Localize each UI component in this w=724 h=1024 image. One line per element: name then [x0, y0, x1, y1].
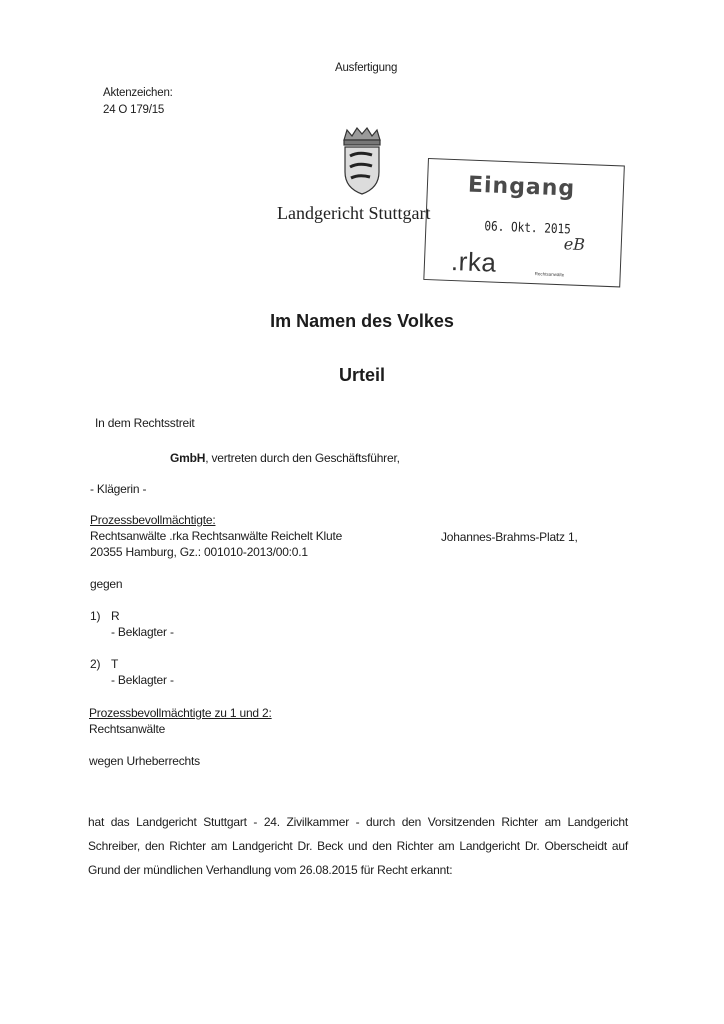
plaintiff-line — [170, 451, 400, 465]
file-reference-label: Aktenzeichen: — [103, 87, 173, 99]
plaintiff-counsel-address: Johannes-Brahms-Platz 1, — [441, 530, 578, 544]
coat-of-arms-icon — [339, 126, 385, 196]
defendant-1-number: 1) — [90, 609, 101, 623]
plaintiff-name: GmbH — [170, 451, 206, 465]
versus-label: gegen — [90, 577, 123, 591]
plaintiff-counsel-label: Prozessbevollmächtigte: — [90, 513, 216, 527]
plaintiff-counsel-line2: 20355 Hamburg, Gz.: 001010-2013/00:0.1 — [90, 545, 308, 559]
stamp-initials: eB — [563, 234, 586, 255]
intro-text: In dem Rechtsstreit — [95, 416, 195, 430]
defendant-2-name: T — [111, 657, 119, 671]
defendant-counsel-label: Prozessbevollmächtigte zu 1 und 2: — [89, 706, 272, 720]
plaintiff-role: - Klägerin - — [90, 482, 147, 496]
stamp-brand-subtitle: Rechtsanwälte — [534, 271, 565, 278]
subject-line: wegen Urheberrechts — [89, 754, 200, 768]
copy-type-label: Ausfertigung — [335, 62, 398, 74]
stamp-date: 06. Okt. 2015 — [484, 219, 572, 238]
stamp-brand: .rka — [450, 245, 497, 278]
plaintiff-counsel-line1: Rechtsanwälte .rka Rechtsanwälte Reichelt Klute — [90, 529, 343, 543]
defendant-1-name: R — [111, 609, 120, 623]
receipt-stamp — [423, 158, 625, 287]
heading-in-the-name-of-the-people: Im Namen des Volkes — [270, 311, 454, 331]
defendant-2-role: - Beklagter - — [111, 673, 174, 687]
defendant-counsel-line1: Rechtsanwälte — [89, 722, 166, 736]
court-name: Landgericht Stuttgart — [277, 203, 431, 223]
defendant-2-number: 2) — [90, 657, 101, 671]
stamp-title: Eingang — [467, 172, 576, 202]
file-reference-value: 24 O 179/15 — [103, 104, 165, 116]
document-title: Urteil — [338, 365, 385, 385]
defendant-1-role: - Beklagter - — [111, 625, 174, 639]
judgment-body-paragraph: hat das Landgericht Stuttgart - 24. Zivilkammer - durch den Vorsitzenden Richter am Landgericht Schreiber, den Richter am Landgericht Dr. Beck und den Richter am Landgericht Dr. Oberscheidt auf Grund der mündlichen Verhandlung vom 26.08.2015 für Recht erkannt: — [88, 815, 628, 877]
plaintiff-represented: , vertreten durch den Geschäftsführer, — [205, 451, 400, 465]
